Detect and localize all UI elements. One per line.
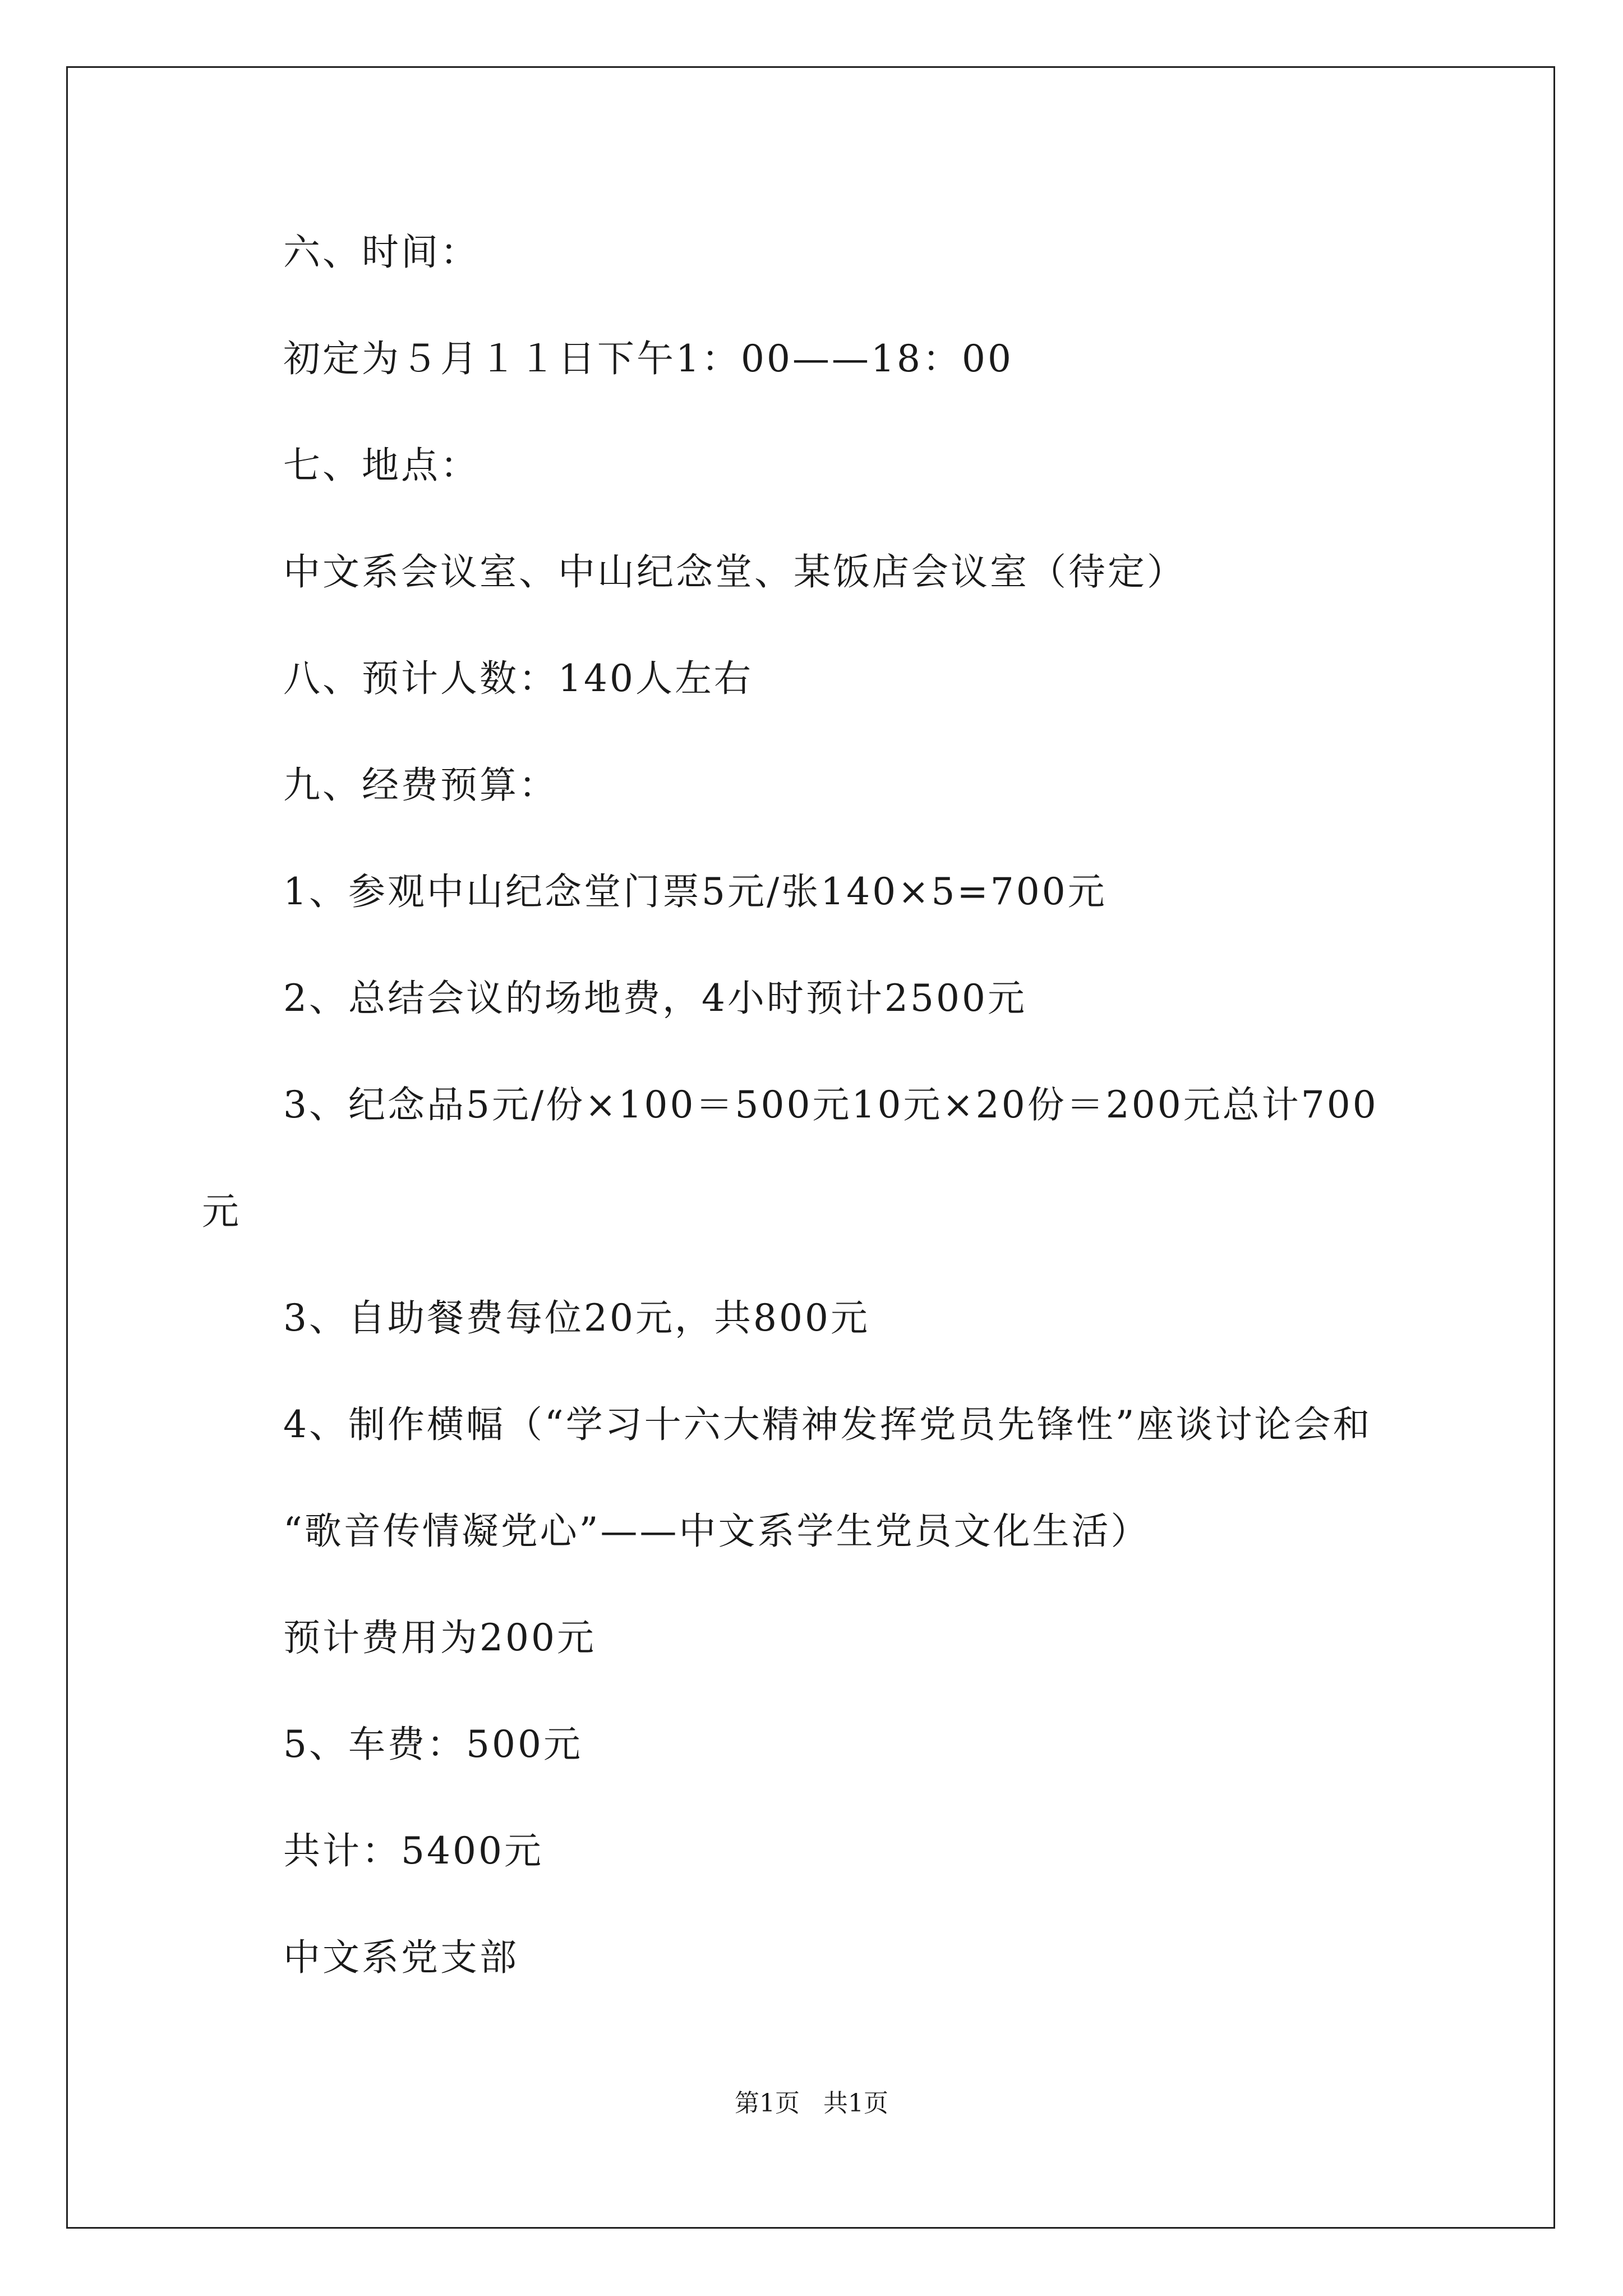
text-line: “歌音传情凝党心”——中文系学生党员文化生活） — [283, 1510, 1150, 1553]
page-number-current: 第1页 — [735, 2089, 800, 2118]
text-line: 2、总结会议的场地费，4小时预计2500元 — [283, 977, 1027, 1020]
text-line: 中文系党支部 — [283, 1936, 519, 1979]
text-line: 九、经费预算： — [283, 763, 558, 807]
text-line: 1、参观中山纪念堂门票5元/张140×5=700元 — [283, 870, 1107, 913]
text-line: 六、时间： — [283, 231, 479, 274]
page-border — [66, 66, 1555, 2229]
page-number-total: 共1页 — [823, 2089, 888, 2118]
text-line: 3、自助餐费每位20元，共800元 — [283, 1296, 870, 1340]
page-footer — [0, 2087, 1623, 2120]
text-line: 预计费用为200元 — [283, 1616, 596, 1659]
text-line: 八、预计人数：140人左右 — [283, 657, 753, 700]
text-line: 元 — [202, 1190, 241, 1233]
text-line: 初定为５月１１日下午1：00——18：00 — [283, 337, 1013, 380]
text-line: 5、车费：500元 — [283, 1723, 583, 1766]
text-line: 七、地点： — [283, 444, 479, 487]
text-line: 中文系会议室、中山纪念堂、某饭店会议室（待定） — [283, 550, 1186, 593]
text-line: 3、纪念品5元/份×100＝500元10元×20份＝200元总计700 — [283, 1083, 1378, 1126]
text-line: 4、制作横幅（“学习十六大精神发挥党员先锋性”座谈讨论会和 — [283, 1403, 1372, 1446]
text-line: 共计：5400元 — [283, 1829, 543, 1872]
